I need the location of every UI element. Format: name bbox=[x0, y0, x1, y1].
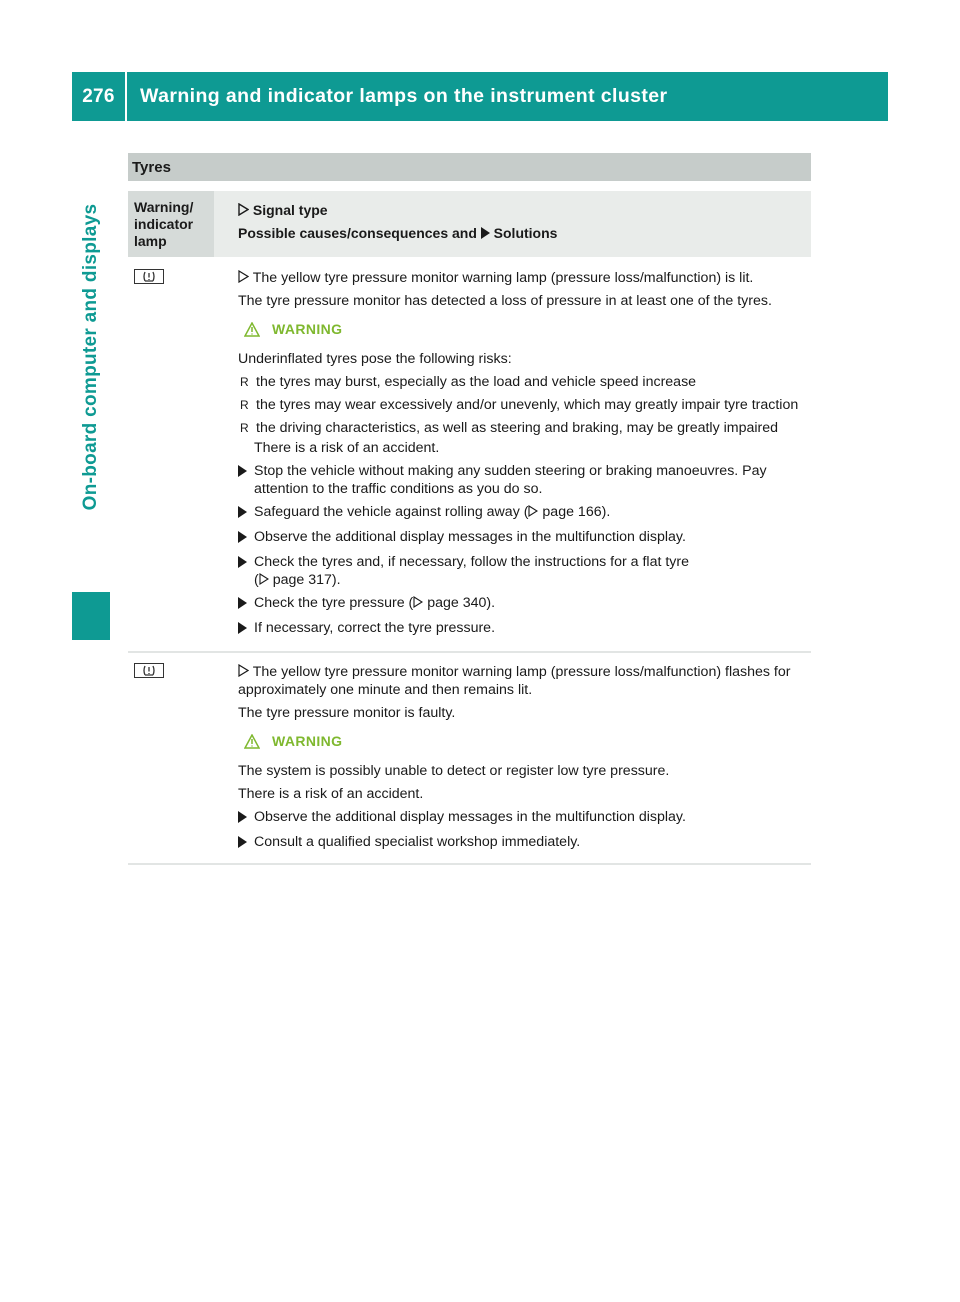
step-arrow-icon bbox=[238, 811, 247, 823]
warning-triangle-icon bbox=[244, 322, 260, 337]
signal-triangle-icon bbox=[238, 270, 249, 283]
step-item: Stop the vehicle without making any sudden steering or braking manoeuvres. Pay attention to the traffic conditions as you do so. bbox=[238, 462, 807, 498]
list-item: R the tyres may wear excessively and/or unevenly, which may greatly impair tyre traction bbox=[240, 397, 799, 413]
table-row bbox=[128, 257, 811, 653]
step-arrow-icon bbox=[238, 506, 247, 518]
column-description-header bbox=[214, 191, 811, 257]
lamp-cell bbox=[128, 663, 238, 853]
bullet-r: R bbox=[240, 375, 249, 389]
column-lamp-header: Warning/ indicator lamp bbox=[128, 191, 214, 257]
page-header bbox=[72, 72, 888, 121]
signal-triangle-icon bbox=[238, 203, 249, 216]
list-item: R the driving characteristics, as well as steering and braking, may be greatly impaired bbox=[240, 420, 779, 436]
section-title: Tyres bbox=[128, 153, 811, 181]
risk-text: There is a risk of an accident. bbox=[238, 786, 424, 802]
step-item: Check the tyres and, if necessary, follow the instructions for a flat tyre ( page 317). bbox=[238, 553, 807, 589]
page-reference-link[interactable]: page 317). bbox=[272, 572, 341, 588]
step-arrow-icon bbox=[238, 622, 247, 634]
page-reference-icon bbox=[528, 505, 538, 517]
page-title: Warning and indicator lamps on the instrument cluster bbox=[140, 85, 668, 107]
step-item: Check the tyre pressure ( page 340). bbox=[238, 594, 807, 614]
step-arrow-icon bbox=[238, 531, 247, 543]
page-number: 276 bbox=[82, 85, 115, 107]
cause-text: The tyre pressure monitor has detected a loss of pressure in at least one of the tyres. bbox=[238, 293, 772, 309]
step-arrow-icon bbox=[238, 556, 247, 568]
step-item: Consult a qualified specialist workshop immediately. bbox=[238, 833, 807, 853]
step-arrow-icon bbox=[238, 465, 247, 477]
side-tab bbox=[72, 122, 110, 640]
page-reference-link[interactable]: page 166). bbox=[542, 504, 611, 520]
page-reference-icon bbox=[259, 573, 269, 585]
bullet-r: R bbox=[240, 398, 249, 412]
table-row bbox=[128, 653, 811, 865]
solutions-label: Solutions bbox=[493, 225, 558, 241]
page-reference-link[interactable]: page 340). bbox=[427, 595, 496, 611]
warning-heading: WARNING bbox=[244, 732, 807, 750]
tyre-pressure-lamp-icon bbox=[134, 663, 164, 678]
step-arrow-icon bbox=[481, 227, 490, 239]
description-cell bbox=[238, 663, 811, 853]
signal-type-label: Signal type bbox=[252, 202, 328, 218]
side-tab-label: On-board computer and displays bbox=[80, 203, 101, 511]
causes-label: Possible causes/consequences and bbox=[238, 225, 477, 241]
cause-text: The tyre pressure monitor is faulty. bbox=[238, 705, 456, 721]
lamp-cell bbox=[128, 269, 238, 639]
warning-text: The system is possibly unable to detect or register low tyre pressure. bbox=[238, 763, 670, 779]
signal-text: The yellow tyre pressure monitor warning lamp (pressure loss/malfunction) is lit. bbox=[238, 269, 807, 287]
page-reference-icon bbox=[413, 596, 423, 608]
description-cell bbox=[238, 269, 811, 639]
signal-triangle-icon bbox=[238, 664, 249, 677]
signal-text: The yellow tyre pressure monitor warning lamp (pressure loss/malfunction) flashes for approximately one minute and then remains lit. bbox=[238, 664, 791, 698]
tyre-pressure-lamp-icon bbox=[134, 269, 164, 284]
risk-text: There is a risk of an accident. bbox=[254, 440, 440, 456]
warning-intro: Underinflated tyres pose the following risks: bbox=[238, 351, 512, 367]
step-arrow-icon bbox=[238, 597, 247, 609]
warning-heading: WARNING bbox=[244, 320, 807, 338]
side-tab-marker bbox=[72, 592, 110, 640]
step-item: If necessary, correct the tyre pressure. bbox=[238, 619, 807, 639]
table-header bbox=[128, 191, 811, 257]
list-item: R the tyres may burst, especially as the load and vehicle speed increase bbox=[240, 374, 697, 390]
step-item: Safeguard the vehicle against rolling away ( page 166). bbox=[238, 503, 807, 523]
content bbox=[128, 153, 811, 865]
step-item: Observe the additional display messages in the multifunction display. bbox=[238, 528, 807, 548]
bullet-r: R bbox=[240, 421, 249, 435]
warning-triangle-icon bbox=[244, 734, 260, 749]
step-arrow-icon bbox=[238, 836, 247, 848]
step-item: Observe the additional display messages in the multifunction display. bbox=[238, 808, 807, 828]
